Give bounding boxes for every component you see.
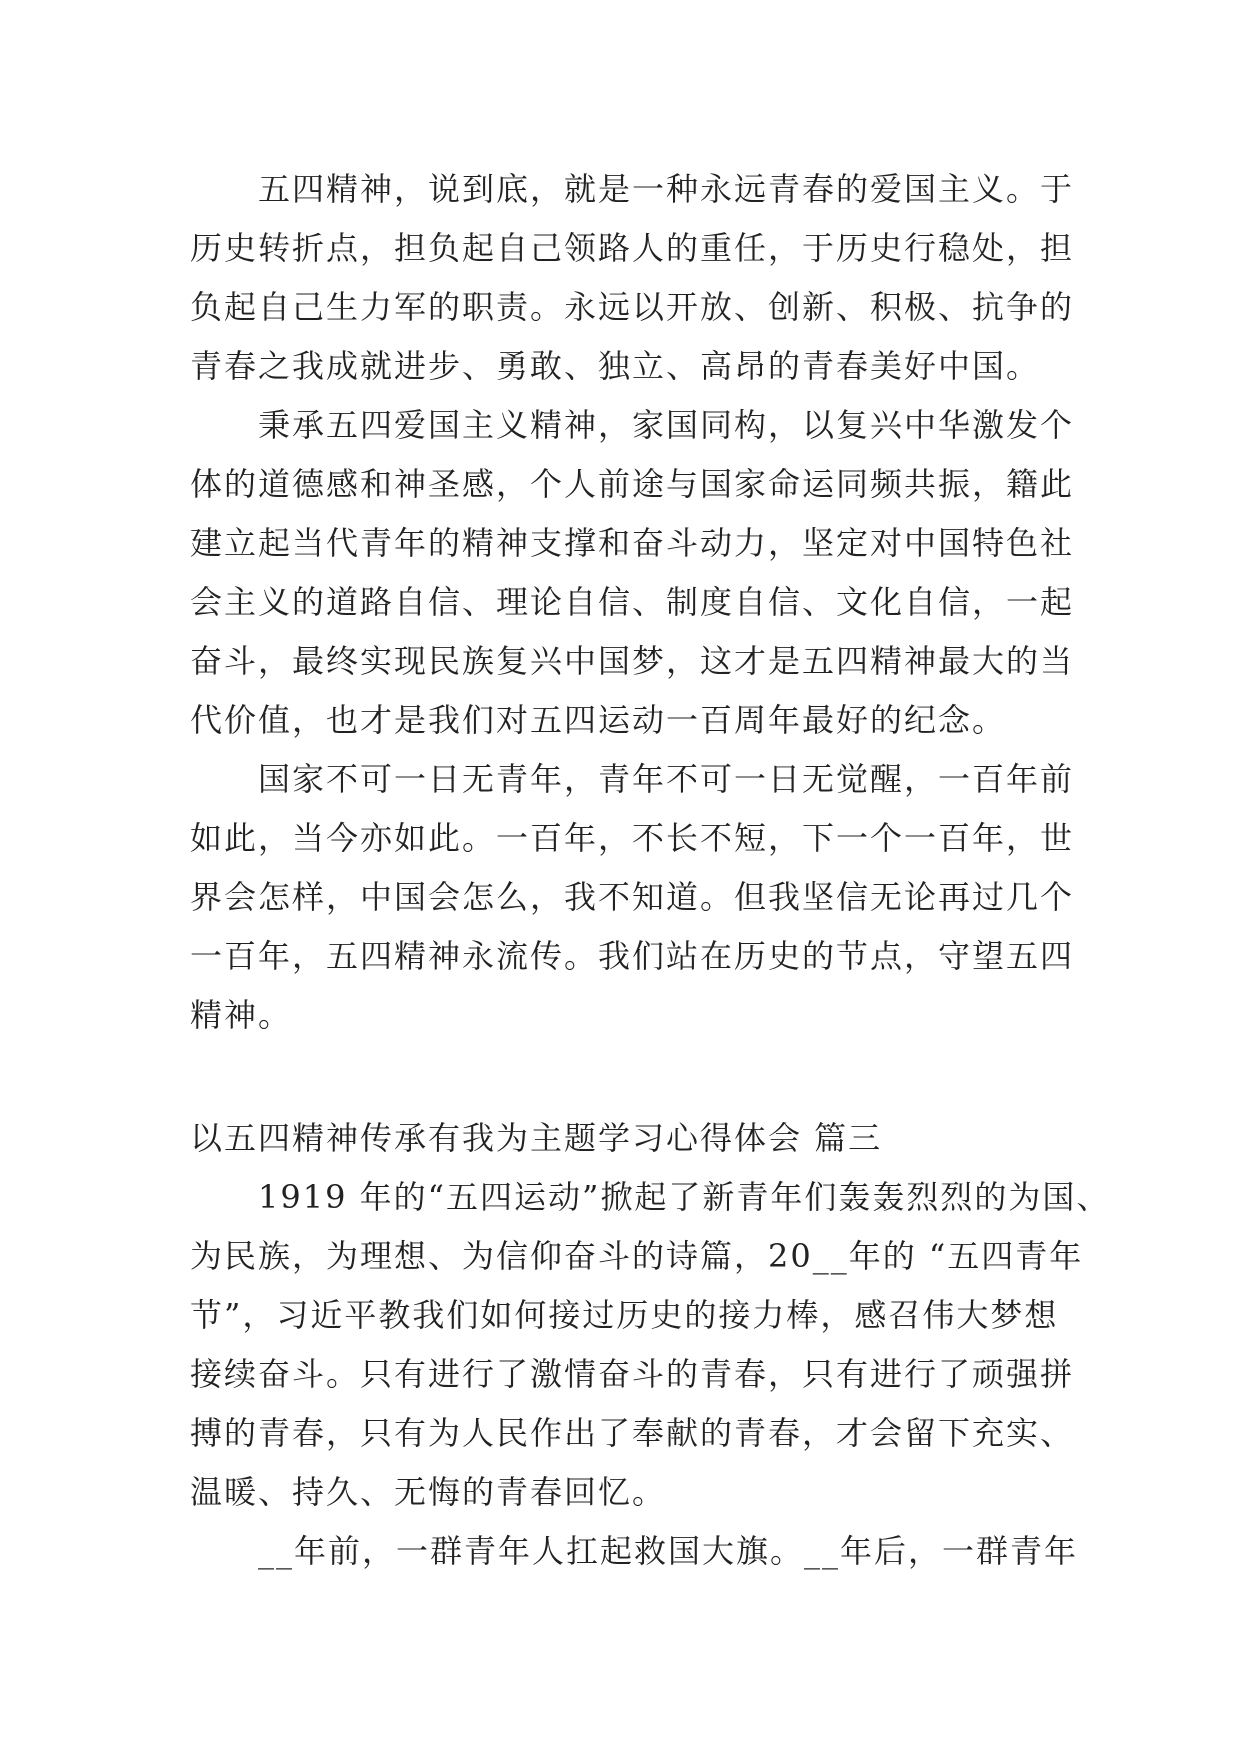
text-line: 节”，习近平教我们如何接过历史的接力棒，感召伟大梦想 — [190, 1296, 1059, 1334]
text-line: 体的道德感和神圣感，个人前途与国家命运同频共振，籍此 — [190, 465, 1075, 503]
text-line: 奋斗，最终实现民族复兴中国梦，这才是五四精神最大的当 — [190, 642, 1075, 680]
text-line: 秉承五四爱国主义精神，家国同构，以复兴中华激发个 — [258, 406, 1075, 444]
text-line: 五四精神，说到底，就是一种永远青春的爱国主义。于 — [258, 170, 1075, 208]
text-line: 界会怎样，中国会怎么，我不知道。但我坚信无论再过几个 — [190, 878, 1075, 916]
text-line: 代价值，也才是我们对五四运动一百周年最好的纪念。 — [190, 701, 1007, 739]
text-line: 搏的青春，只有为人民作出了奉献的青春，才会留下充实、 — [190, 1414, 1075, 1452]
text-line: 如此，当今亦如此。一百年，不长不短，下一个一百年，世 — [190, 819, 1075, 857]
text-line: 国家不可一日无青年，青年不可一日无觉醒，一百年前 — [258, 760, 1075, 798]
section-heading: 以五四精神传承有我为主题学习心得体会 篇三 — [190, 1119, 883, 1157]
paragraph-3 — [190, 750, 1075, 1045]
paragraph-4 — [190, 1168, 1111, 1522]
text-line: 建立起当代青年的精神支撑和奋斗动力，坚定对中国特色社 — [190, 524, 1075, 562]
document-body — [190, 160, 1111, 1581]
text-line: 青春之我成就进步、勇敢、独立、高昂的青春美好中国。 — [190, 347, 1041, 385]
text-line: 精神。 — [190, 996, 293, 1034]
text-line: 负起自己生力军的职责。永远以开放、创新、积极、抗争的 — [190, 288, 1075, 326]
text-line: 一百年，五四精神永流传。我们站在历史的节点，守望五四 — [190, 937, 1075, 975]
paragraph-2 — [190, 396, 1075, 750]
text-line: __年前，一群青年人扛起救国大旗。__年后，一群青年 — [258, 1532, 1079, 1570]
paragraph-1 — [190, 160, 1075, 396]
paragraph-5 — [190, 1522, 1079, 1581]
text-line: 接续奋斗。只有进行了激情奋斗的青春，只有进行了顽强拼 — [190, 1355, 1075, 1393]
text-line: 为民族，为理想、为信仰奋斗的诗篇，20__年的 “五四青年 — [190, 1237, 1084, 1275]
text-line: 1919 年的“五四运动”掀起了新青年们轰轰烈烈的为国、 — [258, 1178, 1111, 1216]
text-line: 历史转折点，担负起自己领路人的重任，于历史行稳处，担 — [190, 229, 1075, 267]
text-line: 温暖、持久、无悔的青春回忆。 — [190, 1473, 667, 1511]
text-line: 会主义的道路自信、理论自信、制度自信、文化自信，一起 — [190, 583, 1075, 621]
